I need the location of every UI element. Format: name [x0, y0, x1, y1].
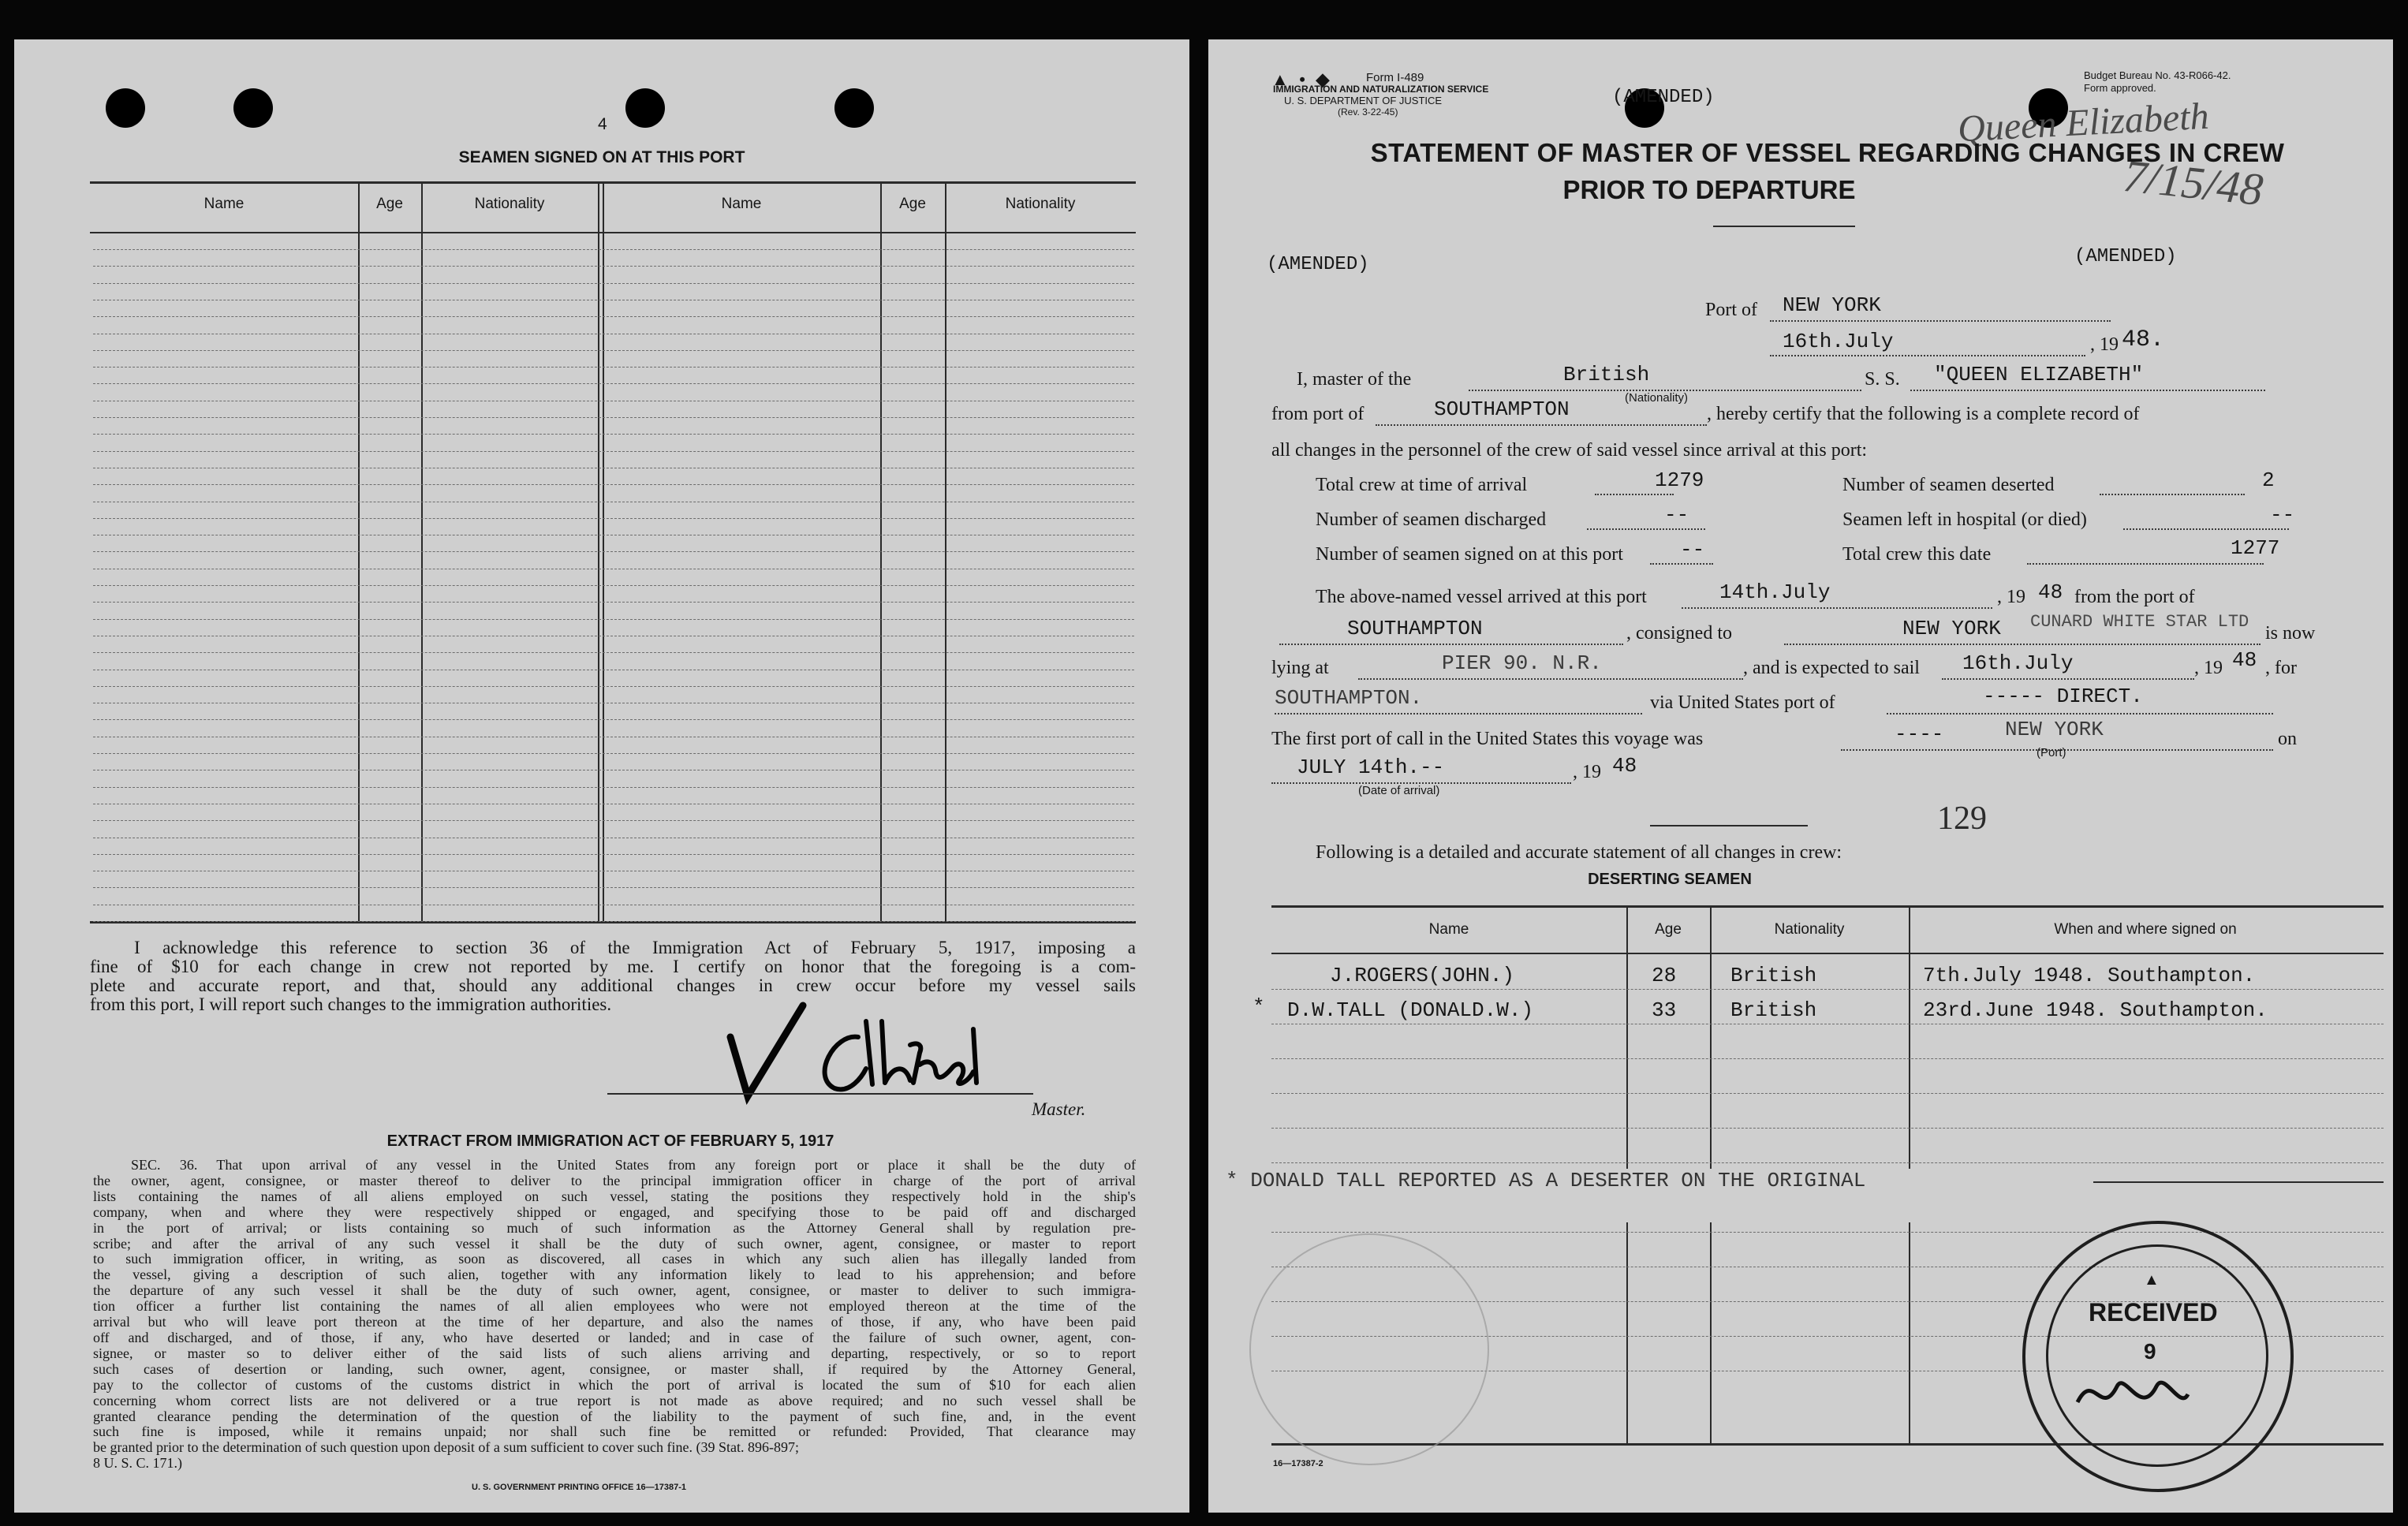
punch-hole: [106, 88, 145, 128]
table-row: [1271, 989, 2384, 990]
date-of-arrival-caption: (Date of arrival): [1358, 784, 1440, 797]
deserter-signed-on: 7th.July 1948. Southampton.: [1923, 964, 2256, 987]
table-row: [1271, 1058, 2384, 1059]
date-value: 16th.July: [1783, 330, 1894, 353]
deserter-nationality: British: [1730, 964, 1817, 987]
table-row: [93, 753, 1134, 754]
signed-on-label: Number of seamen signed on at this port: [1316, 544, 1623, 565]
ss-label: S. S.: [1865, 369, 1900, 390]
table-row: [1271, 1093, 2384, 1094]
stamp-initials: [2070, 1363, 2227, 1426]
all-changes-text: all changes in the personnel of the crew of said vessel since arrival at this port:: [1271, 440, 1868, 461]
year-value: 48.: [2122, 326, 2165, 353]
port-caption: (Port): [2037, 746, 2066, 759]
table-row: [93, 719, 1134, 720]
total-crew-arrival-value: 1279: [1655, 468, 1704, 492]
printing-code: 16—17387-2: [1273, 1459, 1323, 1468]
form-number: Form I-489: [1366, 71, 1424, 84]
extract-line: such cases of desertion or landing, such owner, agent, consignee, or master shall, if required by the Attorney General,: [93, 1360, 1136, 1377]
page-number: 4: [598, 115, 607, 133]
table-row: [93, 367, 1134, 368]
hospital-label: Seamen left in hospital (or died): [1842, 509, 2087, 530]
table-row: [93, 484, 1134, 485]
deserter-name: J.ROGERS(JOHN.): [1330, 964, 1515, 987]
printing-office: U. S. GOVERNMENT PRINTING OFFICE 16—17387-1: [472, 1483, 687, 1492]
form-approved: Form approved.: [2084, 82, 2156, 94]
consigned-to-label: , consigned to: [1626, 623, 1732, 644]
extract-line: off and discharged, and of those, if any, who have deserted or landed; and in case of the failure of such owner, agent, con-: [93, 1329, 1136, 1345]
certify-text: , hereby certify that the following is a complete record of: [1707, 404, 2140, 424]
arrived-value: 14th.July: [1719, 580, 1831, 604]
table-row: [93, 585, 1134, 586]
extract-line: tion officer a further list containing the names of all alien employees who were not employed thereon at the time of the: [93, 1298, 1136, 1315]
from-the-port-of: from the port of: [2074, 587, 2195, 607]
consigned-to-value: NEW YORK: [1902, 617, 2001, 640]
extract-line: company, when and where they were respectively shipped or engaged, and specifying those to be paid off and discharged: [93, 1203, 1136, 1220]
table-row: [93, 619, 1134, 620]
rule: [1650, 825, 1808, 826]
right-page: ▲ • ◆ Form I-489 IMMIGRATION AND NATURALIZATION SERVICE U. S. DEPARTMENT OF JUSTICE (Rev. 3-22-45) (AMENDED) Budget Bureau No. 43-R066-42. Form approved. Queen Elizabeth 7/15/48 STATEMENT OF MASTER OF VESSEL REGARDING CHANGES IN CREW PRIOR TO DEPARTURE (AMENDED) (AMENDED) Port of NEW YORK 16th.July , 19 48. I, master of the British (Nationality) S. S. "QUEEN ELIZABETH" from port of SOUTHAMPTON , hereby certify that the following is a complete record of all changes in the personnel of the crew of said vessel since arrival at this port: Total crew at time of arrival 1279 Number of seamen deserted 2 Number of seamen discharged -- Seamen left in hospital (or died) -- Number of seamen signed on at this port -- Total crew this date 1277 The above-named vessel arrived at this port 14th.July , 19 48 from the port of SOUTHAMPTON , consigned to NEW YORK CUNARD WHITE STAR LTD is now lying at PIER 90. N.R. , and is expected to sail 16th.July , 19 48 , for SOUTHAMPTON. via United States port of ----- DIRECT. The first port of call in the United States this voyage was ---- NEW YORK (Port) on JULY 14th.-- (Date of arrival) , 19 48 129 Following is a detailed and accurate statement of all changes in crew: DESERTING SEAMEN Name Age Nationality When and where signed on J.ROGERS(JOHN.) 28 British 7th.July 1948. Southampton. * D.W.TALL (DONALD.W.) 33 British 23rd.June 1948. Southampton. * DONALD TALL REPORTED AS A DESERTER ON THE ORIGINAL ▲ RECEIVED 9 16—17387-2: [1208, 39, 2393, 1513]
faint-stamp: [1249, 1233, 1489, 1465]
form-title-line2: PRIOR TO DEPARTURE: [1562, 175, 1856, 204]
section-title: SEAMEN SIGNED ON AT THIS PORT: [458, 148, 745, 166]
table-row: [93, 551, 1134, 552]
extract-title: EXTRACT FROM IMMIGRATION ACT OF FEBRUARY 5, 1917: [386, 1132, 834, 1150]
arrived-from-port-value: SOUTHAMPTON: [1347, 617, 1483, 640]
revision: (Rev. 3-22-45): [1338, 106, 1398, 118]
deserter-nationality: British: [1730, 998, 1817, 1022]
punch-hole: [233, 88, 273, 128]
extract-line: SEC. 36. That upon arrival of any vessel in the United States from any foreign port or place it shall be the duty of: [131, 1157, 1136, 1173]
deserting-title: DESERTING SEAMEN: [1588, 871, 1752, 888]
col-header-age: Age: [1655, 921, 1682, 938]
year-prefix: , 19: [2090, 334, 2119, 355]
total-crew-date-label: Total crew this date: [1842, 544, 1992, 565]
extract-line: signee, or master so to deliver either of the said lists of such aliens arriving and departing, respectively, or so to report: [93, 1345, 1136, 1361]
table-row: [93, 652, 1134, 653]
deserted-value: 2: [2262, 468, 2275, 492]
table-row: [93, 350, 1134, 351]
master-signature: [716, 990, 1000, 1116]
table-row: [93, 283, 1134, 284]
left-page: [14, 39, 1189, 1513]
stamp-received: RECEIVED: [2089, 1298, 2218, 1326]
table-row: [93, 518, 1134, 519]
lying-at-label: lying at: [1271, 658, 1329, 678]
table-row: [93, 887, 1134, 888]
nationality-caption: (Nationality): [1625, 391, 1689, 405]
table-row: [93, 451, 1134, 452]
extract-body: [93, 1158, 1136, 1472]
form-title-line1: STATEMENT OF MASTER OF VESSEL REGARDING CHANGES IN CREW: [1370, 138, 2285, 167]
extract-line: such fine is imposed, while it remains unpaid; nor shall such fine be remitted or refunded: Provided, That clearance may: [93, 1423, 1136, 1440]
handwritten-ship-name: Queen Elizabeth: [1956, 95, 2210, 151]
first-port-label: The first port of call in the United States this voyage was: [1271, 729, 1704, 749]
extract-line: in the port of arrival; or lists containing so much of such information as the Attorney General shall by regulation pre-: [93, 1219, 1136, 1236]
header-marks: ▲ • ◆: [1271, 69, 1333, 89]
discharged-value: --: [1664, 503, 1689, 527]
arrived-year: 48: [2038, 580, 2063, 604]
table-row: [93, 854, 1134, 855]
extract-line: to such immigration officer, in writing, as soon as discovered, all cases in which any such alien has illegally landed from: [93, 1251, 1136, 1267]
discharged-label: Number of seamen discharged: [1316, 509, 1547, 530]
extract-line: arrival but who will leave port thereon at the time of her departure, and also the names of those, if any, who have been paid: [93, 1314, 1136, 1330]
table-row: [93, 383, 1134, 384]
first-port-dash: ----: [1895, 722, 1944, 746]
extract-line: the vessel, giving a description of such alien, together with any information likely to lead to his apprehension; and before: [93, 1267, 1136, 1283]
table-row: [93, 602, 1134, 603]
port-value: NEW YORK: [1783, 293, 1881, 317]
table-row: [93, 417, 1134, 418]
punch-hole: [625, 88, 665, 128]
arrival-year: 48: [1612, 754, 1637, 778]
table-row: [1271, 1162, 2384, 1163]
col-header-age: Age: [899, 196, 926, 212]
table-row: [93, 921, 1134, 922]
port-label: Port of: [1705, 300, 1757, 320]
acknowledgment-text: I acknowledge this reference to section 36 of the Immigration Act of February 5, 1917, imposing a fine of $10 for each change in crew not reported by me. I certify on honor that the foregoing is a com- plete and accurate report, and that, should any additional changes in crew occur before my vessel sails from this port, I will report such changes to the immigration authorities.: [90, 938, 1136, 1014]
following-text: Following is a detailed and accurate statement of all changes in crew:: [1316, 842, 1842, 863]
extract-line: the owner, agent, consignee, or master thereof to deliver to the principal immigration officer in charge of the port of arrival: [93, 1172, 1136, 1188]
first-port-value: NEW YORK: [2005, 718, 2104, 741]
hospital-value: --: [2270, 503, 2295, 527]
expected-sail-label: , and is expected to sail: [1743, 658, 1920, 678]
stamp-arrow-icon: ▲: [2144, 1271, 2160, 1289]
extract-line: concerning whom correct lists are not delivered or a true report is not made as above required; and no such vessel shall be: [93, 1392, 1136, 1408]
handwritten-date: 7/15/48: [2121, 149, 2266, 216]
table-row: [93, 434, 1134, 435]
col-header-signed-on: When and where signed on: [2054, 921, 2237, 938]
deserted-label: Number of seamen deserted: [1842, 475, 2055, 495]
table-row: [93, 787, 1134, 788]
col-header-nationality: Nationality: [474, 196, 545, 212]
total-crew-date-value: 1277: [2231, 536, 2280, 560]
master-signature-line: [607, 1093, 1033, 1095]
col-header-nationality: Nationality: [1005, 196, 1076, 212]
footnote: * DONALD TALL REPORTED AS A DESERTER ON THE ORIGINAL: [1226, 1169, 1866, 1192]
master-label: Master.: [1032, 1099, 1086, 1119]
deserter-name: D.W.TALL (DONALD.W.): [1287, 998, 1534, 1022]
signed-on-value: --: [1680, 538, 1705, 562]
consignee-typed: CUNARD WHITE STAR LTD: [2030, 612, 2249, 632]
sail-year: 48: [2232, 648, 2257, 672]
col-header-name: Name: [1428, 921, 1469, 938]
from-port-label: from port of: [1271, 404, 1365, 424]
amended-right: (AMENDED): [2074, 246, 2177, 267]
amended-left: (AMENDED): [1267, 254, 1369, 275]
nationality-value: British: [1563, 363, 1650, 386]
from-port-value: SOUTHAMPTON: [1434, 397, 1570, 421]
received-stamp: [2022, 1221, 2290, 1489]
is-now: is now: [2265, 623, 2316, 644]
punch-hole: [834, 88, 874, 128]
col-header-name: Name: [203, 196, 245, 212]
sail-date-value: 16th.July: [1962, 651, 2074, 675]
table-row: [93, 316, 1134, 317]
handwritten-number: 129: [1937, 800, 1987, 837]
col-header-age: Age: [376, 196, 403, 212]
extract-line: 8 U. S. C. 171.): [93, 1455, 183, 1472]
deserter-mark: *: [1253, 995, 1265, 1019]
amended-stamp-top: (AMENDED): [1612, 87, 1715, 108]
deserter-age: 33: [1652, 998, 1677, 1022]
table-row: [1271, 1128, 2384, 1129]
extract-line: granted clearance pending the determination of the question of the liability to the payment of such fine, and, in the event: [93, 1408, 1136, 1424]
via-label: via United States port of: [1650, 692, 1835, 713]
extract-line: lists containing the names of all aliens employed on such vessel, stating the positions they respectively hold in the ship's: [93, 1188, 1136, 1204]
arrival-date-value: JULY 14th.--: [1297, 756, 1445, 779]
table-row: [93, 266, 1134, 267]
table-row: [93, 686, 1134, 687]
lying-at-value: PIER 90. N.R.: [1442, 651, 1602, 675]
for-label: , for: [2265, 658, 2297, 678]
budget-bureau: Budget Bureau No. 43-R066-42.: [2084, 69, 2231, 81]
arrived-label: The above-named vessel arrived at this port: [1316, 587, 1647, 607]
table-row: [93, 249, 1134, 250]
destination-value: SOUTHAMPTON.: [1275, 686, 1423, 710]
agency-line2: U. S. DEPARTMENT OF JUSTICE: [1284, 95, 1443, 106]
deserter-age: 28: [1652, 964, 1677, 987]
ship-name-value: "QUEEN ELIZABETH": [1934, 363, 2144, 386]
master-of-label: I, master of the: [1297, 369, 1412, 390]
stamp-day: 9: [2144, 1339, 2156, 1364]
title-rule: [1713, 226, 1855, 227]
extract-line: pay to the collector of customs of the customs district in which the port of arrival is located the sum of $10 for each alien: [93, 1376, 1136, 1393]
col-header-name: Name: [721, 196, 762, 212]
total-crew-arrival-label: Total crew at time of arrival: [1316, 475, 1528, 495]
col-header-nationality: Nationality: [1774, 921, 1845, 938]
extract-line: be granted prior to the determination of such question upon deposit of a sum sufficient to cover such fine. (39 Stat. 896-897;: [93, 1439, 799, 1456]
table-row: [93, 820, 1134, 821]
agency-line1: IMMIGRATION AND NATURALIZATION SERVICE: [1273, 84, 1489, 95]
extract-line: scribe; and after the arrival of any such vessel it shall be the duty of such owner, agent, consignee, or master to report: [93, 1235, 1136, 1252]
on-label: on: [2278, 729, 2297, 749]
extract-line: the departure of any such vessel it shall be the duty of such owner, agent, consignee, or master to deliver to such immigra-: [93, 1282, 1136, 1299]
deserter-signed-on: 23rd.June 1948. Southampton.: [1923, 998, 2268, 1022]
via-value: ----- DIRECT.: [1983, 685, 2143, 708]
